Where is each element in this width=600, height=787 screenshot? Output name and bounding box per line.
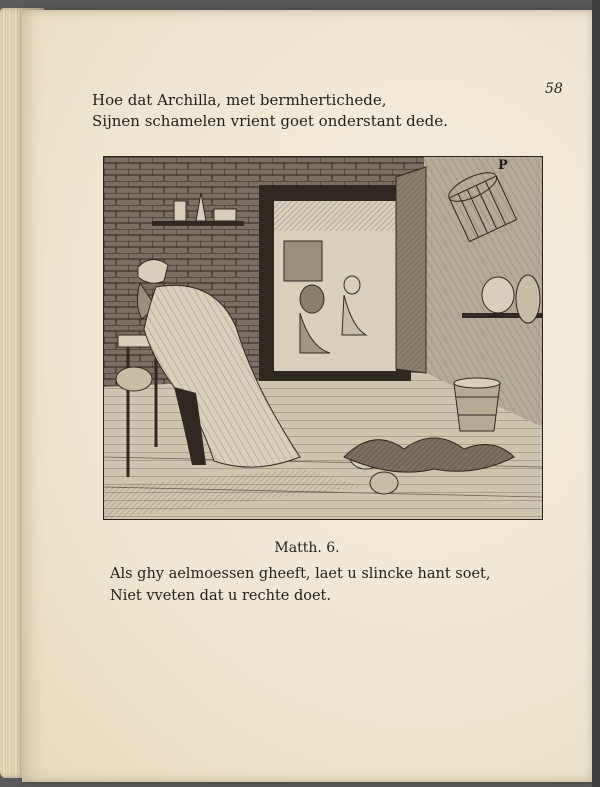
verse-line-2: Niet vveten dat u rechte doet. (110, 588, 331, 604)
scripture-reference: Matth. 6. (274, 540, 340, 556)
plate-letter: P (498, 158, 508, 173)
heading-line-2: Sijnen schamelen vrient goet onderstant dede. (92, 112, 448, 130)
verse-line-1: Als ghy aelmoessen gheeft, laet u slincke hant soet, (110, 566, 491, 582)
page-number: 58 (545, 81, 563, 97)
heading (92, 90, 448, 132)
verse (110, 563, 490, 607)
background-edge (592, 0, 600, 787)
heading-line-1: Hoe dat Archilla, met bermhertichede, (92, 91, 387, 109)
engraving-illustration (103, 156, 543, 520)
